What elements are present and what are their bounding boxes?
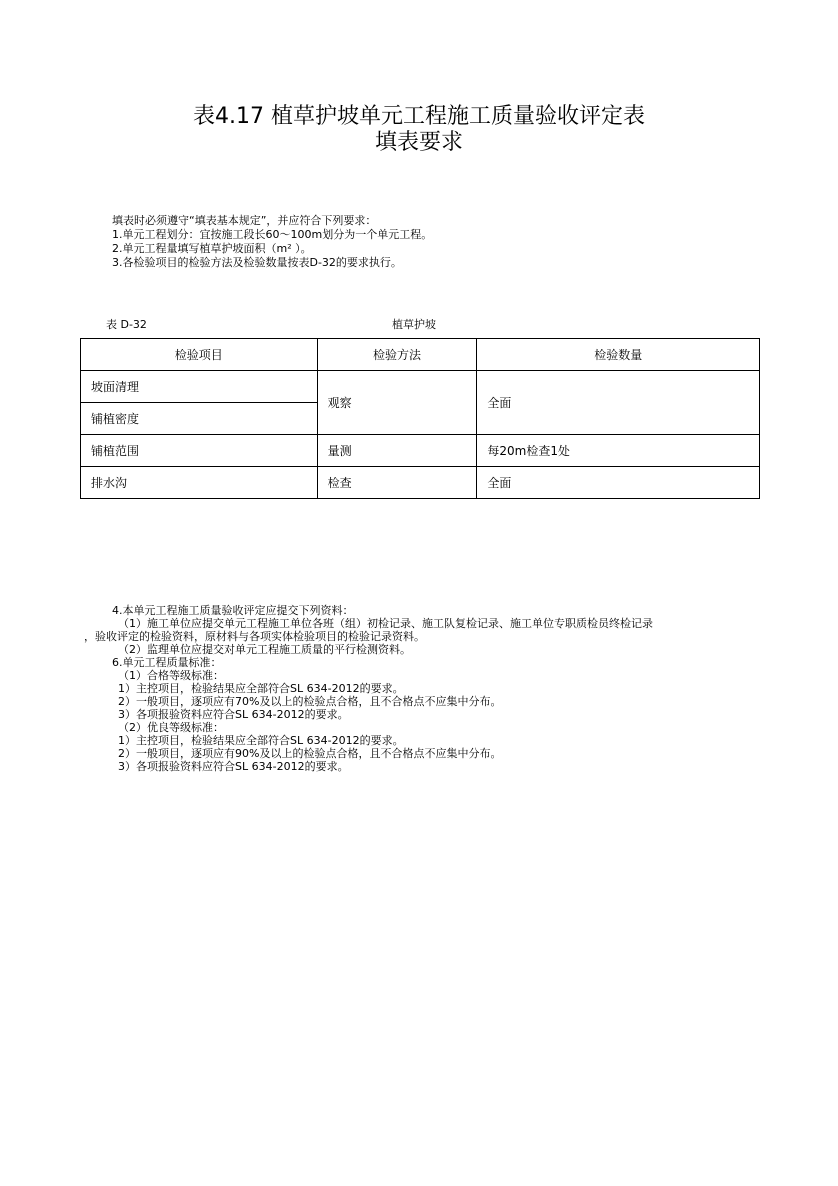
header-item: 检验项目 [81,339,318,371]
quantity-cell: 全面 [477,467,760,499]
inspection-table [80,338,760,499]
note-qualified-heading: （1）合格等级标准： [118,669,224,682]
method-cell: 检查 [317,467,477,499]
table-row [81,435,760,467]
table-row [81,371,760,403]
table-row [81,467,760,499]
note-excellent-2: 2）一般项目，逐项应有90%及以上的检验点合格，且不合格点不应集中分布。 [118,747,502,760]
document-subtitle: 填表要求 [374,130,463,155]
note-6: 6.单元工程质量标准： [112,656,222,669]
note-4: 4.本单元工程施工质量验收评定应提交下列资料： [112,604,354,617]
header-method: 检验方法 [317,339,477,371]
requirement-intro: 填表时必须遵守“填表基本规定”，并应符合下列要求： [112,214,377,227]
requirement-2: 2.单元工程量填写植草护坡面积（m² ）。 [112,242,312,255]
table-header-row [81,339,760,371]
item-cell: 排水沟 [81,467,318,499]
table-title: 植草护坡 [392,318,436,331]
item-cell: 铺植密度 [81,403,318,435]
note-qualified-2: 2）一般项目，逐项应有70%及以上的检验点合格，且不合格点不应集中分布。 [118,695,502,708]
note-excellent-3: 3）各项报验资料应符合SL 634-2012的要求。 [118,760,349,773]
note-4-1-cont: ，验收评定的检验资料，原材料与各项实体检验项目的检验记录资料。 [84,630,425,643]
quantity-cell: 全面 [477,371,760,435]
method-cell: 观察 [317,371,477,435]
header-quantity: 检验数量 [477,339,760,371]
method-cell: 量测 [317,435,477,467]
requirement-1: 1.单元工程划分：宜按施工段长60～100m划分为一个单元工程。 [112,228,433,241]
note-4-1: （1）施工单位应提交单元工程施工单位各班（组）初检记录、施工队复检记录、施工单位专职质检员终检记录 [118,617,653,630]
note-qualified-1: 1）主控项目，检验结果应全部符合SL 634-2012的要求。 [118,682,404,695]
note-4-2: （2）监理单位应提交对单元工程施工质量的平行检测资料。 [118,643,411,656]
note-excellent-1: 1）主控项目，检验结果应全部符合SL 634-2012的要求。 [118,734,404,747]
note-excellent-heading: （2）优良等级标准： [118,721,224,734]
requirement-3: 3.各检验项目的检验方法及检验数量按表D-32的要求执行。 [112,256,402,269]
item-cell: 坡面清理 [81,371,318,403]
note-qualified-3: 3）各项报验资料应符合SL 634-2012的要求。 [118,708,349,721]
requirements-block [112,214,432,270]
quantity-cell: 每20m检查1处 [477,435,760,467]
notes-block [84,604,653,773]
table-number: 表 D-32 [106,318,147,331]
item-cell: 铺植范围 [81,435,318,467]
document-title: 表4.17 植草护坡单元工程施工质量验收评定表 [193,104,645,129]
